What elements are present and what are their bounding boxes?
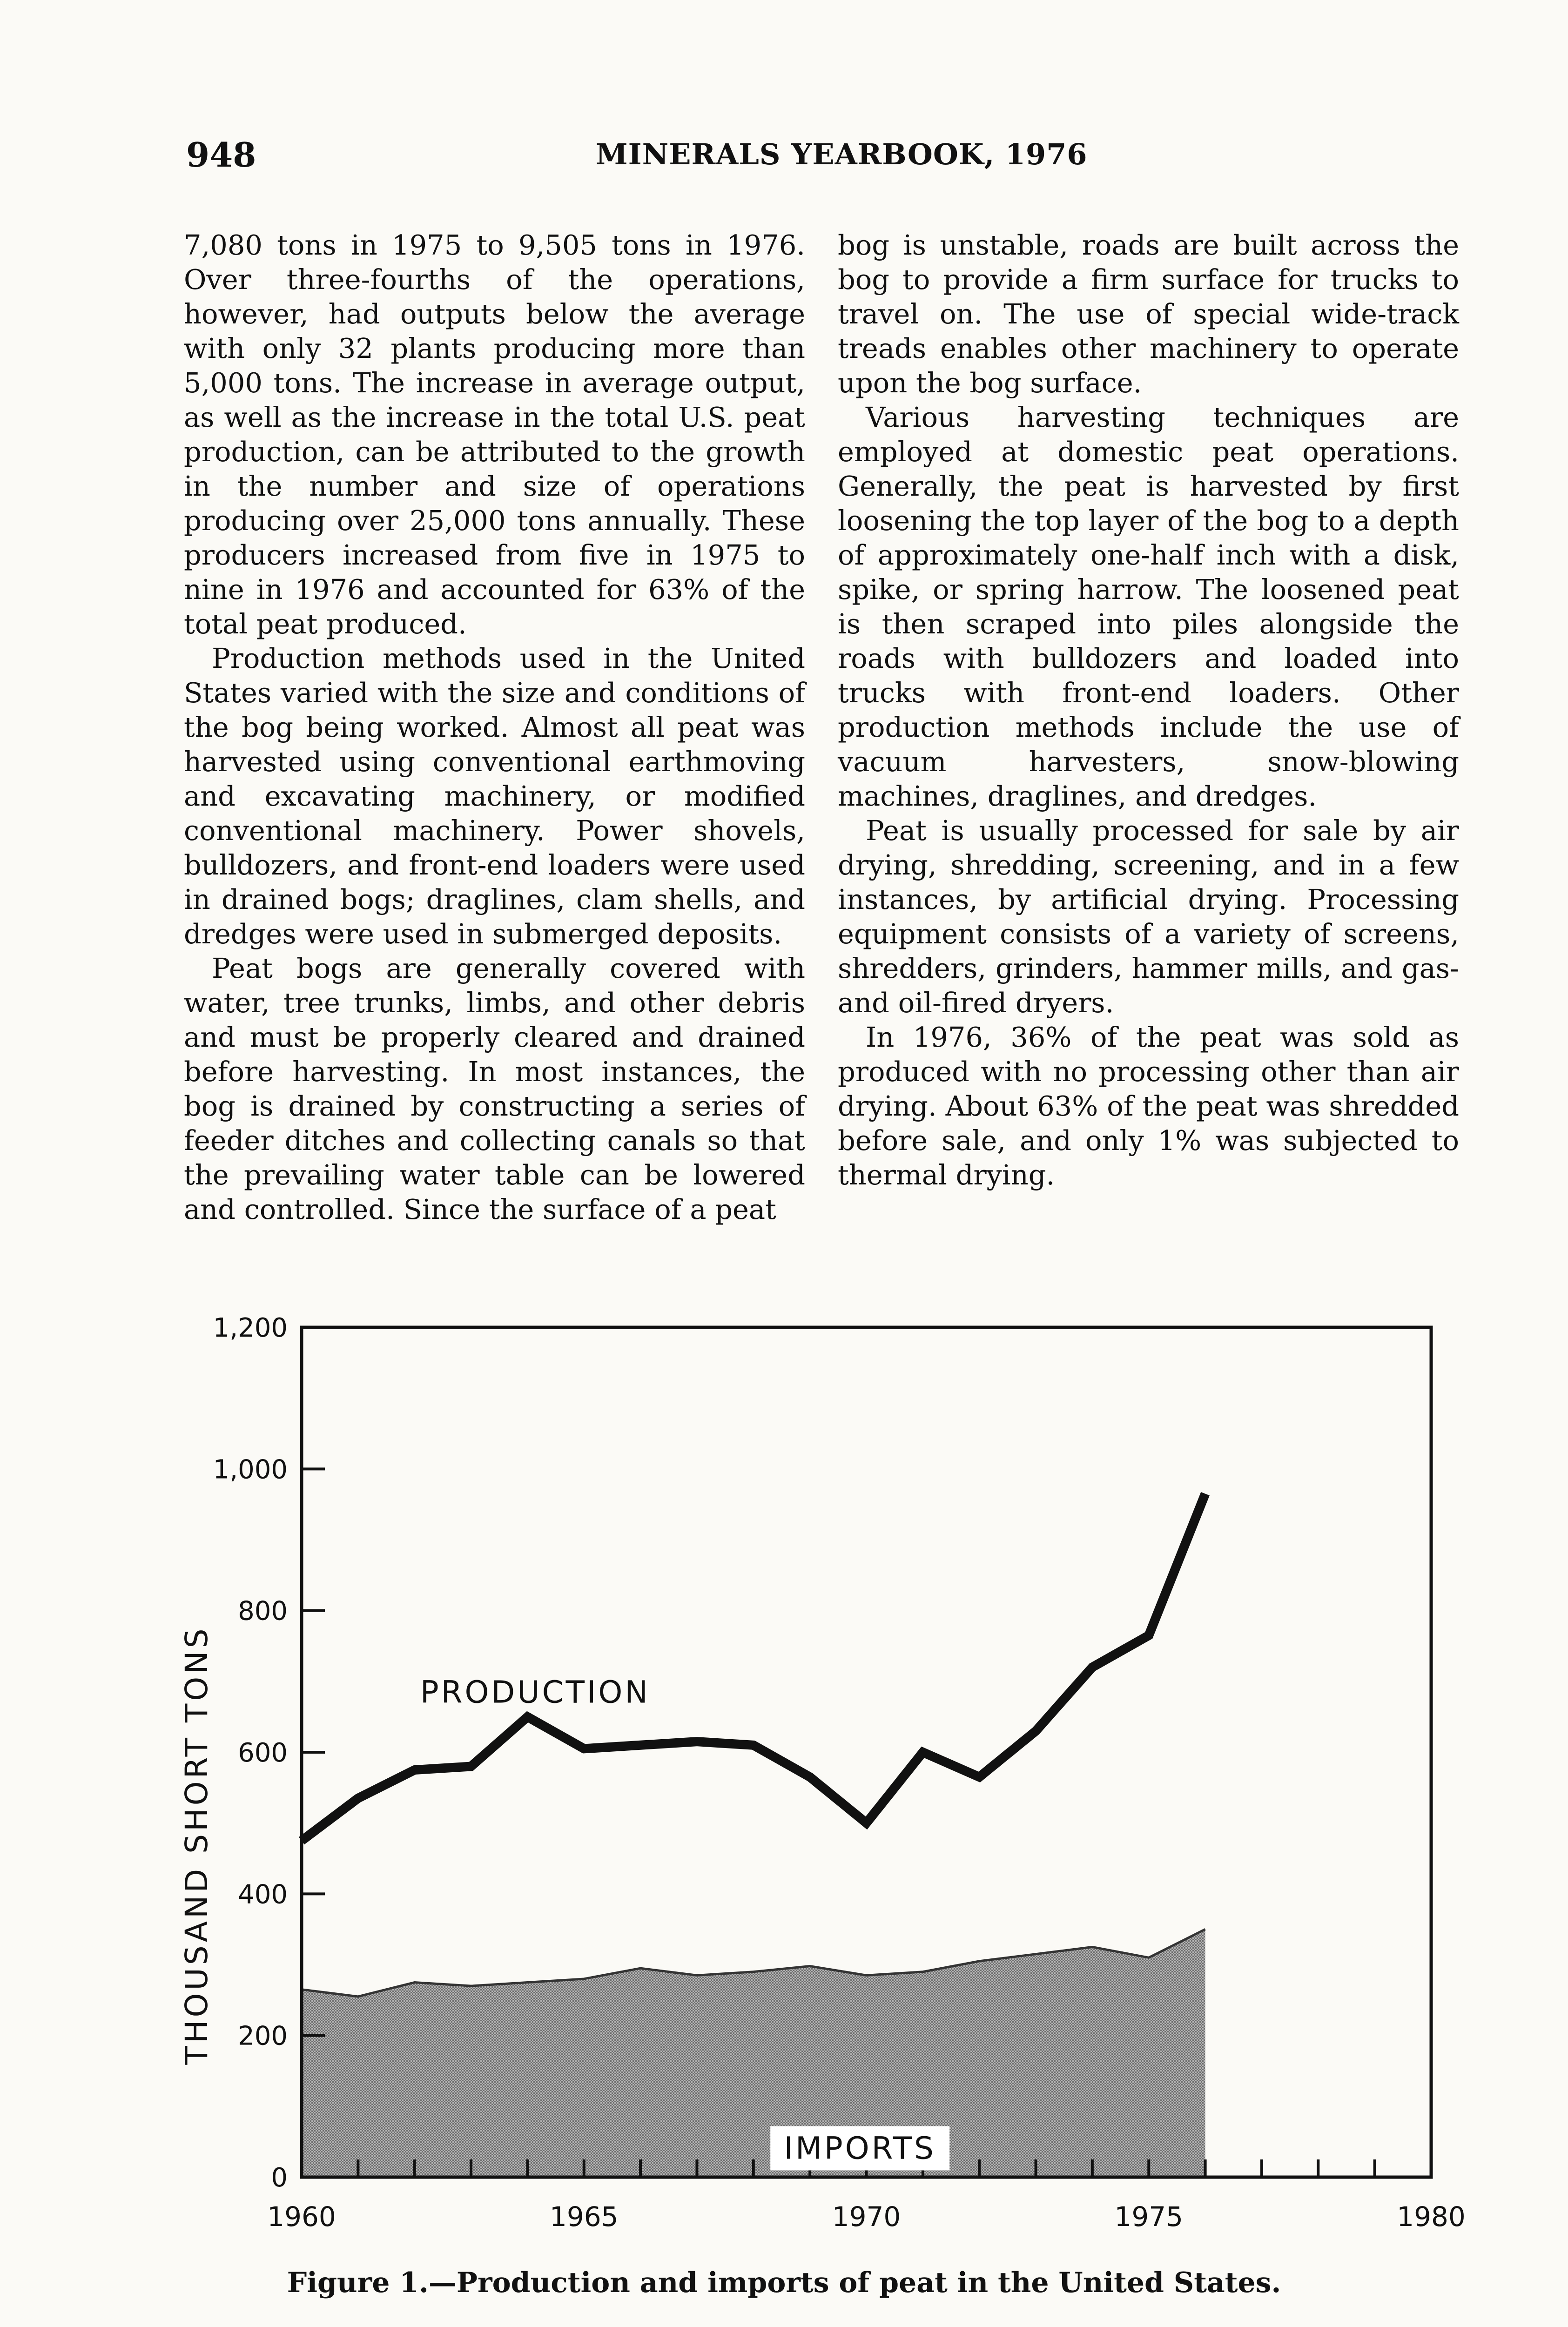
figure-1 — [0, 1294, 1568, 2248]
figure-caption: Figure 1.—Production and imports of peat in the United States. — [287, 2266, 1281, 2299]
right-column — [838, 228, 1459, 1192]
y-tick-label: 1,200 — [213, 1313, 288, 1343]
paragraph: Various harvesting techniques are employed at domestic peat operations. Generally, the peat is harvested by first loosening the top layer of the bog to a depth of approximately one-half inch with a disk, spike, or spring harrow. The loosened peat is then scraped into piles alongside the roads with bulldozers and loaded into trucks with front-end loaders. Other production methods include the use of vacuum harvesters, snow-blowing machines, draglines, and dredges. — [838, 401, 1459, 812]
peat-chart — [0, 1294, 1568, 2248]
imports-annotation: IMPORTS — [784, 2130, 936, 2166]
production-line — [302, 1494, 1205, 1841]
paragraph: bog is unstable, roads are built across the bog to provide a firm surface for trucks to travel on. The use of special wide-track treads enables other machinery to operate upon the bog surface. — [838, 229, 1459, 399]
paragraph: In 1976, 36% of the peat was sold as produced with no processing other than air drying. About 63% of the peat was shredded before sale, and only 1% was subjected to thermal drying. — [838, 1021, 1459, 1191]
running-head: MINERALS YEARBOOK, 1976 — [596, 137, 1088, 171]
left-column — [184, 228, 805, 1227]
y-tick-label: 800 — [238, 1596, 288, 1627]
y-tick-label: 400 — [238, 1879, 288, 1910]
x-tick-label: 1980 — [1397, 2201, 1466, 2233]
y-tick-label: 200 — [238, 2021, 288, 2051]
x-tick-label: 1960 — [267, 2201, 336, 2233]
x-tick-label: 1970 — [832, 2201, 901, 2233]
paragraph: Peat is usually processed for sale by air drying, shredding, screening, and in a few instances, by artificial drying. Processing equipment consists of a variety of screens, shredders, grinders, hammer mills, and gas- and oil-fired dryers. — [838, 814, 1459, 1019]
paragraph: Peat bogs are generally covered with water, tree trunks, limbs, and other debris and must be properly cleared and drained before harvesting. In most instances, the bog is drained by constructing a series of feeder ditches and collecting canals so that the prevailing water table can be lowered and controlled. Since the surface of a peat — [184, 952, 805, 1225]
imports-area — [302, 1929, 1205, 2177]
x-tick-label: 1975 — [1114, 2201, 1184, 2233]
y-tick-label: 0 — [271, 2163, 288, 2193]
y-axis-label: THOUSAND SHORT TONS — [179, 1626, 215, 2065]
x-tick-label: 1965 — [549, 2201, 619, 2233]
paragraph: 7,080 tons in 1975 to 9,505 tons in 1976. Over three-fourths of the operations, however, had outputs below the average with only 32 plants producing more than 5,000 tons. The increase in average output, as well as the increase in the total U.S. peat production, can be attributed to the growth in the number and size of operations producing over 25,000 tons annually. These producers increased from five in 1975 to nine in 1976 and accounted for 63% of the total peat produced. — [184, 229, 805, 640]
page-number: 948 — [186, 135, 256, 175]
y-tick-label: 1,000 — [213, 1454, 288, 1485]
paragraph: Production methods used in the United States varied with the size and conditions of the bog being worked. Almost all peat was harvested using conventional earthmoving and excavating machinery, or modified conventional machinery. Power shovels, bulldozers, and front-end loaders were used in drained bogs; draglines, clam shells, and dredges were used in submerged deposits. — [184, 642, 805, 950]
y-tick-label: 600 — [238, 1738, 288, 1768]
production-annotation: PRODUCTION — [420, 1674, 650, 1710]
